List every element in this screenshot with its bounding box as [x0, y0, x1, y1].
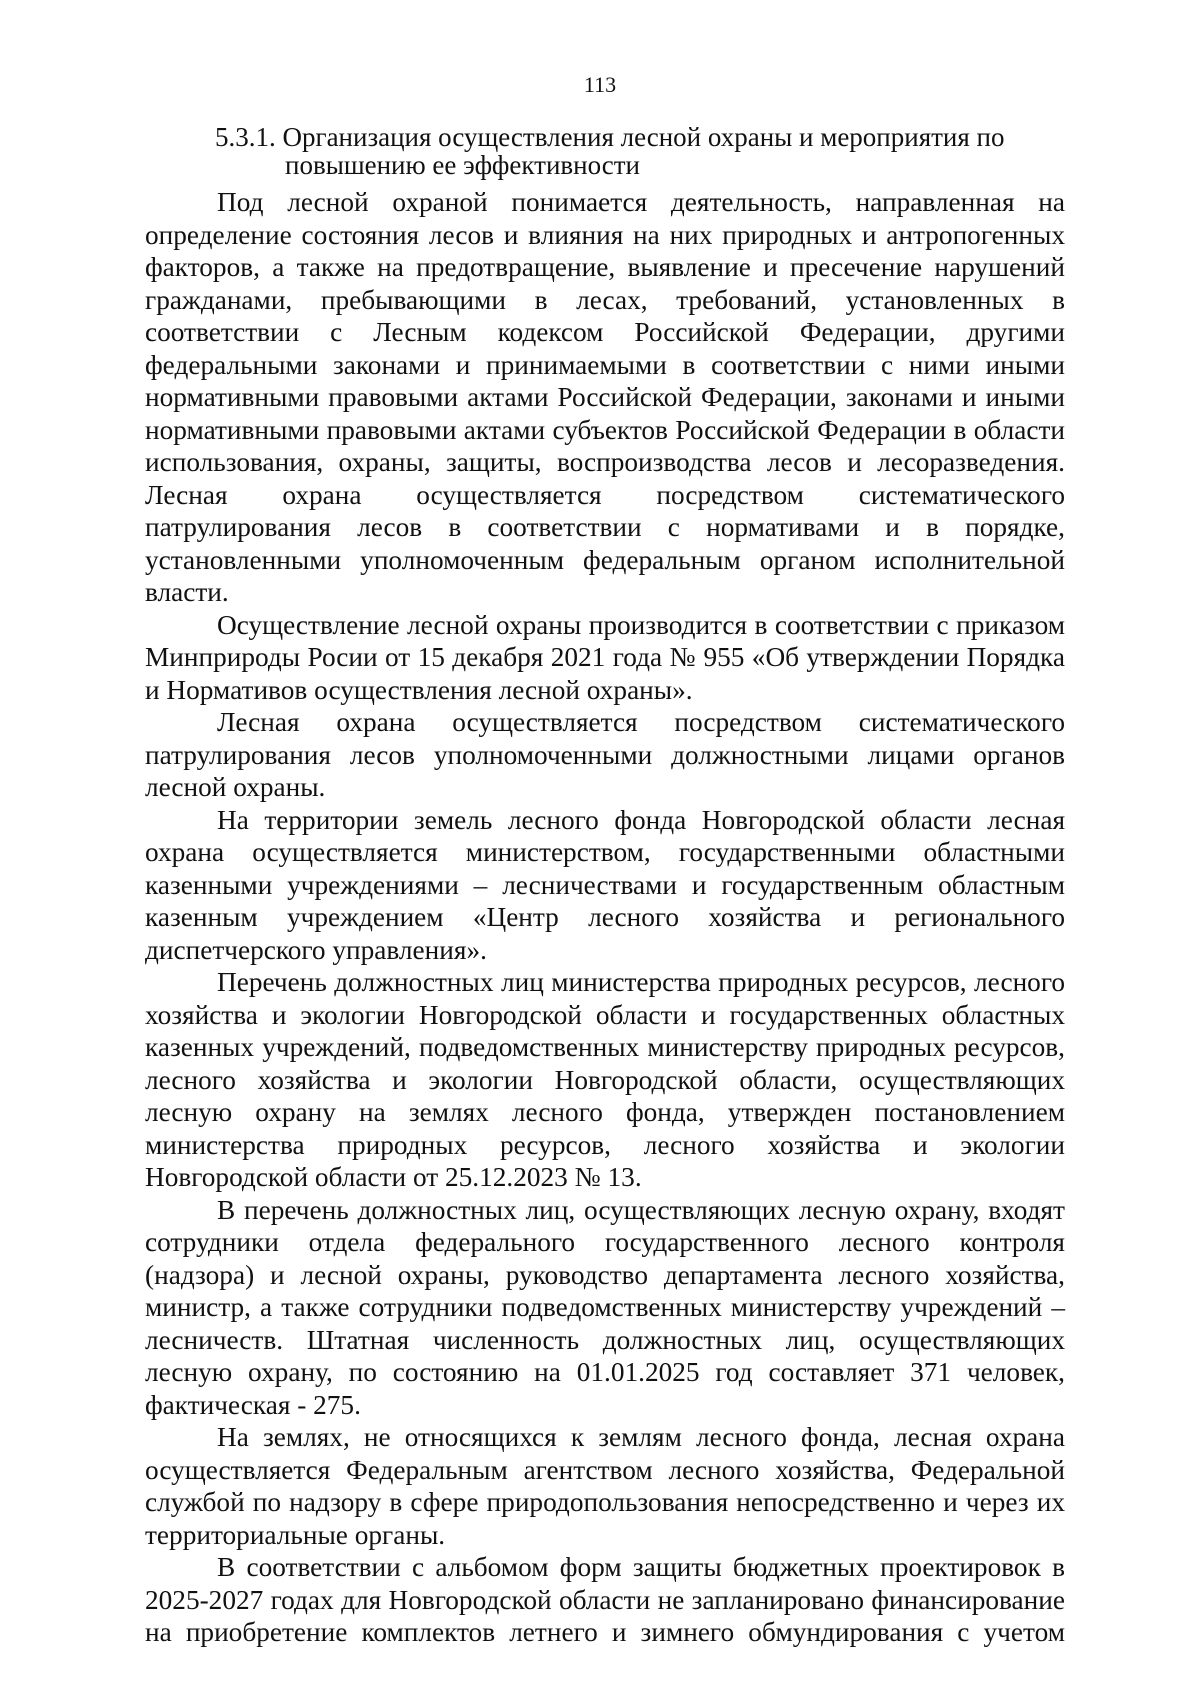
section-number: 5.3.1. [215, 122, 276, 152]
section-title-part-1: Организация осуществления лесной охраны и мероприятия по [282, 122, 1005, 152]
document-body [145, 186, 1065, 1649]
paragraph-patrolling: Лесная охрана осуществляется посредством систематического патрулирования лесов уполномоченными должностными лицами органов лесной охраны. [145, 707, 1065, 802]
page-number: 113 [583, 72, 617, 97]
paragraph-non-forest-lands: На землях, не относящихся к землям лесного фонда, лесная охрана осуществляется Федеральным агентством лесного хозяйства, Федеральной службой по надзору в сфере природопользования непосредственно и через их территориальные органы. [145, 1422, 1065, 1550]
paragraph-staff-numbers: В перечень должностных лиц, осуществляющих лесную охрану, входят сотрудники отдела федерального государственного лесного контроля (надзора) и лесной охраны, руководство департамента лесного хозяйства, министр, а также сотрудники подведомственных министерству учреждений – лесничеств. Штатная численность должностных лиц, осуществляющих лесную охрану, по состоянию на 01.01.2025 год составляет 371 человек, фактическая - 275. [145, 1194, 1065, 1420]
section-title-part-2: повышению ее эффективности [285, 150, 641, 180]
section-heading-line-1 [215, 123, 1095, 151]
paragraph-forest-protection-definition: Под лесной охраной понимается деятельность, направленная на определение состояния лесов и влияния на них природных и антропогенных факторов, а также на предотвращение, выявление и пресечение нарушений гражданами, пребывающими в лесах, требований, установленных в соответствии с Лесным кодексом Российской Федерации, другими федеральными законами и принимаемыми в соответствии с ними иными нормативными правовыми актами Российской Федерации, законами и иными нормативными правовыми актами субъектов Российской Федерации в области использования, охраны, защиты, воспроизводства лесов и лесоразведения. Лесная охрана осуществляется посредством систематического патрулирования лесов в соответствии с нормативами и в порядке, установленными уполномоченным федеральным органом исполнительной власти. [145, 187, 1065, 607]
paragraph-officials-list: Перечень должностных лиц министерства природных ресурсов, лесного хозяйства и экологии Новгородской области и государственных областных казенных учреждений, подведомственных министерству природных ресурсов, лесного хозяйства и экологии Новгородской области, осуществляющих лесную охрану на землях лесного фонда, утвержден постановлением министерства природных ресурсов, лесного хозяйства и экологии Новгородской области от 25.12.2023 № 13. [145, 967, 1065, 1192]
paragraph-ministry-order: Осуществление лесной охраны производится в соответствии с приказом Минприроды Росии от 15 декабря 2021 года № 955 «Об утверждении Порядка и Нормативов осуществления лесной охраны». [145, 609, 1065, 705]
section-heading [215, 123, 1095, 179]
paragraph-budget-funding: В соответствии с альбомом форм защиты бюджетных проектировок в 2025-2027 годах для Новгородской области не запланировано финансирование на приобретение комплектов летнего и зимнего обмундирования с учетом [145, 1552, 1065, 1647]
paragraph-novgorod-territory: На территории земель лесного фонда Новгородской области лесная охрана осуществляется министерством, государственными областными казенными учреждениями – лесничествами и государственным областным казенным учреждением «Центр лесного хозяйства и регионального диспетчерского управления». [145, 804, 1065, 965]
